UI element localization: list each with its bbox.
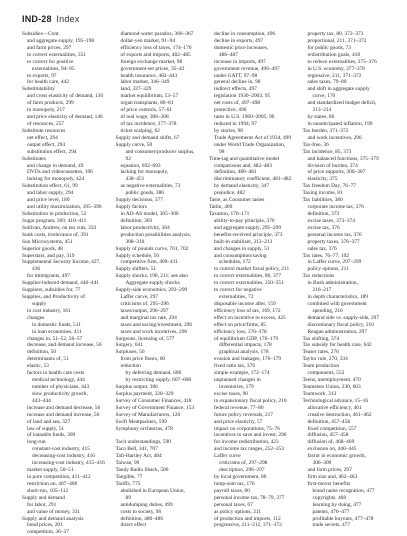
index-entry: costs to society, 96	[120, 508, 162, 515]
index-entry: impact on corporations, 75–76	[214, 425, 280, 432]
index-entry: in expansionary fiscal policy, 210	[214, 397, 287, 404]
index-entry: Tax liabilities, 380	[302, 197, 343, 204]
index-entry: of land and sea, 327	[27, 418, 71, 425]
index-entry: Taft-Hartley Act, 484	[115, 453, 162, 460]
index-entry	[116, 432, 210, 439]
index-entry: efficiency loss of taxes, 174–176	[120, 44, 192, 51]
index-entry: fixed ratio tax, 376	[214, 363, 256, 370]
index-column-4	[302, 31, 397, 529]
index-entry: built-in stabilizer, 212–213	[214, 238, 273, 245]
index-entry: public goods, 386	[125, 190, 164, 197]
index-entry: Supply and demand	[22, 494, 65, 501]
index-entry: reduction	[120, 363, 141, 370]
index-entry: decreasing-cost industry, 416	[32, 453, 95, 460]
index-entry: Taxation, 170–171	[209, 210, 250, 217]
index-entry: long-run	[27, 439, 46, 446]
index-entry: Tandy Radio Shack, 500	[115, 467, 169, 474]
index-entry: externalities, 72	[219, 294, 254, 301]
index-entry: and aggregate supply, 295–299	[214, 224, 282, 231]
index-entry: 89	[125, 494, 131, 501]
index-entry: excise taxes, 373–374	[307, 217, 355, 224]
index-entry: in Laffer curve, 297–299	[307, 259, 362, 266]
index-entry: taxes and work incentives, 296	[120, 328, 188, 335]
index-entry: in depth characteristics, 189	[307, 294, 368, 301]
index-entry: Supplies, and Productivity of	[22, 294, 85, 301]
index-entry: definition, 303	[120, 217, 153, 224]
index-entry: protective, 496	[214, 107, 247, 114]
index-entry: government-set prices, 35–42	[120, 65, 185, 72]
index-entry: property tax, 80, 372–373	[307, 31, 364, 37]
index-entry: elasticity, 375	[307, 176, 338, 183]
index-entry: 98	[219, 148, 225, 155]
index-entry: Teamsters Union, 230, 603	[302, 384, 361, 391]
index-entry: by restricting supply, 607–608	[125, 377, 192, 384]
index-entry: to correct externalities, 80, 377	[214, 273, 282, 280]
index-entry: supply	[32, 300, 47, 307]
index-entry: disposable income after, 159	[214, 300, 276, 307]
index-entry: and shift in aggregate supply	[307, 86, 370, 93]
index-entry: medical technology, 444	[32, 377, 85, 384]
index-entry: for public goods, 73	[307, 44, 351, 51]
index-entry: Supply-side economics, 293–299	[115, 287, 188, 294]
index-entry: exclusion on, 440–445	[307, 446, 357, 453]
index-entry: Surpluses, 56	[115, 349, 145, 356]
index-entry: federal revenue, 77–80	[214, 404, 264, 411]
index-entry: Taylor rule, 270, 334	[302, 356, 348, 363]
index-entry: and farm prices, 297	[27, 44, 72, 51]
index-entry: Surplus output, 306	[115, 384, 158, 391]
index-entry: and utility maximization, 395–396	[27, 204, 102, 211]
index-entry: Survey of Government Finance, 153	[115, 404, 195, 411]
index-entry: of price supports, 306–307	[307, 169, 366, 176]
index-entry: sales tax, 376	[307, 245, 337, 252]
index-entry: legislation 1930–2003, 95	[214, 93, 271, 100]
index-entry: 216–217	[312, 287, 332, 294]
index-entry: Tatlin, 400	[209, 204, 233, 211]
index-entry: net costs of, 497–498	[214, 100, 261, 107]
section-title: Index	[56, 14, 80, 24]
index-entry: allocative efficiency, 461	[307, 404, 362, 411]
index-entry: market supply, 50–51	[27, 467, 74, 474]
index-entry: Tax-free, 36	[302, 141, 329, 148]
index-entry: Swift Meatpackers, 599	[115, 418, 167, 425]
index-entry: in domestic funds, 511	[32, 321, 81, 328]
index-entry: 92	[125, 155, 131, 162]
index-entry: Reagan administration, 297	[307, 328, 367, 335]
index-entry: in unanticipated inflation, 199	[307, 120, 373, 127]
index-entry: Survey of Consumer Finances, 418	[115, 397, 192, 404]
index-entry: Tax incidence, 85, 373	[302, 148, 352, 155]
index-entry: proportional, 211, 371–372	[307, 37, 367, 44]
index-entry: labor productivity, 304	[120, 224, 170, 231]
index-entry: differential impacts, 178	[219, 342, 272, 349]
index-columns	[22, 31, 396, 536]
index-entry: prejudice, 482	[214, 190, 245, 197]
index-entry: in cost industry, 161	[27, 307, 71, 314]
index-entry: trade secrets, 477	[312, 522, 351, 529]
index-column-2	[115, 31, 210, 529]
index-entry: for labor, 291	[27, 501, 57, 508]
index-entry: indirect effects, 497	[214, 86, 257, 93]
index-entry: DVDs and videocassettes, 106	[27, 169, 93, 176]
index-entry: in AD-AS model, 305–306	[120, 210, 179, 217]
index-entry: general decline in, 98	[214, 79, 261, 86]
index-entry: of tax incidence, 377–378	[120, 120, 177, 127]
index-entry: to exports, 97	[27, 72, 57, 79]
index-entry: Teens, unemployment, 470	[302, 377, 361, 384]
index-entry: discretionary fiscal policy, 210	[307, 321, 374, 328]
index-column-3	[209, 31, 303, 529]
index-entry: Superior goods, 48	[22, 245, 63, 252]
index-entry: in Bush administration,	[307, 280, 358, 287]
index-entry: net effect, 294	[27, 134, 58, 141]
index-entry: of resources, 257	[27, 120, 64, 127]
index-entry: payroll taxes, 80	[214, 487, 250, 494]
index-entry: discriminatory coefficient, 481–482	[214, 176, 292, 183]
index-entry: market equilibrium, 53–57	[120, 93, 179, 100]
index-entry: Substitutability	[22, 86, 55, 93]
index-entry: taxes/output, 296–297	[120, 307, 169, 314]
index-entry: Supply curve, 50	[115, 141, 153, 148]
index-entry: Teamwork, 313	[302, 390, 337, 397]
index-entry: Aggregate supply shocks	[125, 280, 180, 287]
index-entry: as policy options, 211	[214, 508, 262, 515]
index-entry: creative destruction, 461–462	[307, 411, 372, 418]
index-entry: fixed competition, 557	[307, 425, 357, 432]
index-entry: and changes in supply, 51	[214, 245, 270, 252]
index-entry: diamond-water paradox, 366–367	[120, 31, 194, 37]
index-entry: reduced in 1994, 97	[214, 120, 257, 127]
index-entry: direct effect	[120, 522, 147, 529]
running-header	[22, 14, 79, 24]
index-entry: in monopoly, 217	[27, 107, 65, 114]
index-entry: benefits-received principle, 373	[214, 231, 283, 238]
index-entry: diffusion of, 468–469	[307, 439, 355, 446]
index-entry: 436	[32, 266, 41, 273]
index-entry: domestic price increases,	[214, 44, 269, 51]
index-entry: decrease, and demand increase, 56	[27, 342, 102, 349]
index-entry: Tangible, 77	[115, 474, 143, 480]
index-entry: number of physicians, 443	[32, 384, 90, 391]
index-entry: for immigrants, 497	[27, 273, 70, 280]
index-entry: and labor supply, 294	[27, 190, 74, 197]
index-entry: criticisms of, 295–296	[120, 300, 169, 307]
index-entry: by states, 80	[307, 114, 335, 121]
index-entry: and balanced functions, 375–379	[307, 155, 379, 162]
index-entry: to control market fiscal policy, 211	[214, 266, 290, 273]
index-entry: of loanable funds, 309	[27, 432, 76, 439]
index-entry: sales taxes, 79–80	[307, 79, 347, 86]
index-entry: to reduce externalities, 375–376	[307, 58, 377, 65]
index-entry: Substitution effect, 61, 99	[22, 183, 78, 190]
index-entry: personal income tax, 78–79, 377	[214, 494, 285, 501]
index-entry: Substitution in production, 52	[22, 210, 87, 217]
index-entry: comparisons and, 482–483	[214, 162, 272, 169]
index-entry: Tax burden, 371–372	[302, 127, 349, 134]
index-entry: Supply of pounds curve, 701, 702	[115, 245, 189, 252]
index-entry: and price level, 180	[27, 197, 70, 204]
index-entry: dollar-yen market, 91–94	[120, 37, 176, 44]
index-entry: Surgeons, licensing of, 577	[115, 335, 175, 342]
index-entry: 443–444	[32, 397, 51, 404]
index-entry: by demand elasticity, 347	[214, 183, 270, 190]
index-entry: changes in, 51–52, 56–57	[27, 335, 83, 342]
index-entry: first-mover benefits	[307, 480, 351, 487]
index-entry: incentives to save and invest, 296	[214, 432, 287, 439]
index-entry: Tax rates, 76–77, 192	[302, 252, 349, 259]
index-entry: definition, 50	[27, 349, 57, 356]
index-entry: graphical analysis, 178	[219, 349, 269, 356]
index-entry: slow productivity growth,	[32, 390, 88, 397]
index-entry: and standardized budget deficit,	[307, 100, 377, 107]
index-entry: in loan economies, 411	[32, 328, 82, 335]
index-entry: government revenue, 496–497	[214, 65, 280, 72]
index-entry: bond prices, 201	[27, 522, 63, 529]
index-entry: to correct for negative	[214, 287, 262, 294]
index-entry: and change in demand, 49	[27, 162, 84, 169]
index-entry: Laffer curve, 297	[120, 294, 158, 301]
index-entry: Supply schedule, 50	[115, 252, 160, 259]
index-entry: and consumption/saving	[214, 252, 267, 259]
index-entry: Supply and demand analysis	[22, 515, 84, 522]
index-entry: personal income tax, 376	[307, 231, 362, 238]
index-entry: and value of money, 331	[27, 508, 81, 515]
index-entry: increase and demand decrease, 56	[27, 404, 101, 411]
index-entry: and aggregate supply, 195–198	[27, 37, 95, 44]
index-entry: definition, 373	[307, 210, 340, 217]
index-entry: Supply decisions, 377	[115, 197, 163, 204]
index-entry: progressive, 211–212, 371–372	[214, 522, 282, 529]
index-entry: of production and imports, 112	[214, 515, 281, 522]
index-entry: excise taxes, 90	[214, 390, 248, 397]
index-entry: property taxes, 376–377	[307, 238, 360, 245]
index-entry: definition, 480–486	[120, 515, 164, 522]
index-entry: and price elasticity of demand, 146	[27, 114, 103, 121]
index-entry: effect on incentive to excess, 425	[214, 314, 286, 321]
index-entry: Sun Microsystems, 451	[22, 238, 73, 245]
index-entry: by deferring demand, 608	[125, 370, 182, 377]
index-entry: and marginal tax rate, 294	[120, 314, 177, 321]
index-entry: regressive, 211, 371–372	[307, 72, 362, 79]
index-entry: Substitute resources	[22, 127, 66, 134]
index-entry: of farm products, 299	[27, 100, 74, 107]
index-entry: efficiency loss, 376–378	[214, 328, 267, 335]
index-entry: learning by doing, 477	[312, 501, 362, 508]
index-entry: and work incentives, 296	[307, 134, 362, 141]
index-entry: increasing-cost industry, 415–416	[32, 460, 105, 467]
index-entry: Surgery, 641	[115, 342, 143, 349]
index-entry: lacking for monopoly, 424	[27, 176, 85, 183]
index-entry: abolished in European Union,	[120, 487, 185, 494]
index-entry: Sugar program, 309, 410–411	[22, 217, 87, 224]
index-entry: Tariffs, 775	[115, 480, 141, 487]
index-entry: brand name recognition, 477	[312, 487, 375, 494]
index-entry: Sunk costs, irrelevance of, 391	[22, 231, 89, 238]
index-entry: definition, 457–458	[307, 418, 351, 425]
index-entry: restriction on, 407–408	[27, 480, 78, 487]
index-entry: Taxing income, 81	[302, 190, 343, 197]
index-entry: description, 296–297	[219, 467, 265, 474]
index-entry: and price elasticity, 57	[214, 418, 263, 425]
index-entry: decline in exports, 497	[214, 37, 264, 44]
index-entry: efficiency loss of tax, 169, 172	[214, 307, 281, 314]
index-entry: effect on price/firms, 85	[214, 321, 266, 328]
index-entry: competitive firm, 409–411	[120, 259, 178, 266]
index-entry: increase in imports, 497	[214, 58, 266, 65]
index-entry: determinants of, 51	[27, 356, 69, 363]
index-entry: Tacit understandings, 590	[115, 439, 171, 446]
index-entry: and income tax ranges, 252–253	[214, 446, 284, 453]
index-entry: criticisms of, 297–298	[219, 460, 268, 467]
index-entry: policy options, 211	[307, 266, 349, 273]
index-entry: firm size and, 462–463	[307, 474, 358, 480]
index-entry: excise tax, 376	[307, 224, 340, 231]
index-entry: changes	[27, 314, 45, 321]
index-entry: externalities, 94–95	[32, 65, 75, 72]
index-column-1	[22, 31, 116, 536]
index-entry: unplanned changes in	[214, 377, 261, 384]
index-entry: simple example, 172–174	[214, 370, 270, 377]
index-entry: spending, 210	[312, 307, 343, 314]
index-entry: Suppliers, subsidies for, 77	[22, 287, 81, 294]
index-entry: ticket scalping, 62	[120, 127, 160, 134]
index-entry: Supply and demand shifts, 67	[115, 134, 180, 141]
page-number: IND-28	[22, 14, 52, 24]
index-entry: division of burden, 374	[307, 162, 358, 169]
index-entry: and consumer/producer surplus,	[125, 148, 195, 155]
index-entry: Supply shifters, 51	[115, 266, 157, 273]
index-entry: Technological advance, 15–16	[302, 397, 369, 404]
index-entry: equation, 692–693	[120, 162, 161, 169]
index-entry: 308–310	[125, 238, 145, 245]
index-entry: ability-to-pay principle, 376	[214, 217, 275, 224]
index-entry: to correct for positive	[27, 58, 74, 65]
index-entry: taxes and saving/investment, 296	[120, 321, 193, 328]
index-entry: components, 553	[307, 370, 345, 377]
index-entry: curve, 176	[312, 93, 336, 100]
index-entry: 213–214	[312, 107, 332, 114]
index-entry: land, 327–329	[120, 86, 152, 93]
index-entry: Tax shifting, 374	[302, 335, 340, 342]
index-entry: demand side vs. supply-side, 297	[307, 314, 380, 321]
index-entry: patents, 476–477	[312, 508, 350, 515]
index-entry: in pure competition, 411–412	[27, 474, 91, 480]
index-entry: 306–309	[312, 460, 332, 467]
index-entry: under World Trade Organization,	[214, 141, 286, 148]
index-entry: as negative externalities, 73	[120, 183, 181, 190]
index-entry: lump-sum tax, 176	[214, 480, 255, 487]
index-entry: Time-lag and quantitative model	[209, 155, 280, 162]
index-entry: to correct externalities, 351	[27, 51, 86, 58]
index-entry: Supply shocks, 190, 211; see also	[115, 273, 188, 280]
index-entry: profitable buyouts, 477–478	[312, 515, 374, 522]
index-entry: for health care, 442	[27, 79, 69, 86]
index-entry: Supply factors	[115, 204, 147, 211]
index-entry: constant-cost industry, 415	[32, 446, 90, 453]
index-entry: competition, 36–37	[27, 529, 69, 536]
index-entry: personal taxes, 67	[214, 501, 253, 508]
index-entry: definition, 480–481	[214, 169, 257, 176]
index-entry: of equilibrium GDP, 176–179	[214, 335, 279, 342]
index-entry: Teaser rates, 276	[302, 349, 339, 356]
index-entry: Taiwan, 99	[115, 460, 140, 467]
index-entry: decline in consumption, 496	[214, 31, 276, 37]
index-entry: and farm prices, 297	[307, 467, 352, 474]
index-entry: combined with government	[307, 300, 367, 307]
index-entry: under GATT, 97–98	[214, 72, 258, 79]
index-entry: Sullivan, Andrew, on tax cuts, 333	[22, 224, 97, 231]
index-entry: diffusion, 457–458	[307, 432, 349, 439]
index-entry: for income redistribution, 423	[214, 439, 279, 446]
index-entry: of real wage, 306–308	[120, 114, 169, 121]
index-entry: lacking for monopoly,	[120, 169, 169, 176]
index-entry: output effect, 294	[27, 141, 66, 148]
index-entry: 486–487	[219, 51, 238, 58]
index-entry: Tax freedom Day, 76–77	[302, 183, 356, 190]
index-entry: labor market, 346–349	[120, 79, 170, 86]
index-entry: antidumping duties, 499	[120, 501, 173, 508]
index-entry: of price controls, 57–61	[120, 107, 172, 114]
index-entry: Tax reductions	[302, 273, 335, 280]
index-entry: substitution effect, 294	[27, 148, 77, 155]
index-entry: evasion and leakages, 176–179	[214, 356, 282, 363]
index-entry: of exports and imports, 482–485	[120, 51, 191, 58]
index-entry: health insurance, 482–443	[120, 72, 178, 79]
index-entry: Superstars, and pay, 319	[22, 252, 75, 259]
index-entry: schedules, 172	[219, 259, 251, 266]
index-entry: increase and demand increase, 56	[27, 411, 100, 418]
index-entry: Substitutes	[22, 155, 46, 162]
index-entry: Subsidies—Cont.	[22, 31, 60, 37]
index-entry: organ transplants, 80–81	[120, 100, 174, 107]
index-entry: corporate income tax, 376	[307, 204, 364, 211]
index-entry: Taste, as Consumer tastes	[209, 197, 265, 204]
index-entry: to correct externalities, 350–351	[214, 280, 284, 287]
index-entry: Tax subsidy for health care, 642	[302, 342, 372, 349]
index-entry: by local government, 80	[214, 474, 267, 480]
index-entry: copyrights, 468	[312, 494, 347, 501]
index-entry: Supplemental Security Income, 427,	[22, 259, 101, 266]
index-entry: from price floors, 60	[120, 356, 166, 363]
index-entry: Supplier-induced demand, 440–441	[22, 280, 99, 287]
index-entry: elastic, 53	[27, 363, 49, 370]
index-entry: Symphony orchestras, 478	[115, 425, 173, 432]
index-entry: Taco Bell, 341, 707	[115, 446, 158, 453]
index-entry: in U.S. economy, 377–378	[307, 65, 365, 72]
index-entry: factor in economic growth,	[307, 453, 366, 460]
index-entry: Surplus payment, 328–329	[115, 390, 174, 397]
index-entry: factors in health care costs	[27, 370, 85, 377]
index-entry: Survey of Manufacturers, 120	[115, 411, 181, 418]
index-entry: law of supply, 51	[27, 425, 65, 432]
index-entry: rates in U.S. 1960–2005, 96	[214, 114, 275, 121]
index-entry: 438–451	[125, 176, 145, 183]
index-entry: Laffer curve	[214, 453, 241, 460]
index-entry: Trade Agreements Act of 1934, 499	[214, 134, 292, 141]
index-entry: Team production	[302, 363, 340, 370]
index-entry: inventories, 179	[219, 384, 254, 391]
index-entry: short-run, 105–112	[27, 487, 69, 494]
index-entry: and cross elasticity of demand, 130	[27, 93, 104, 100]
index-entry: future policy reversals, 217	[214, 411, 273, 418]
index-entry: foreign exchange market, 98	[120, 58, 183, 65]
index-entry: production possibilities analysis,	[120, 231, 192, 238]
index-entry: by stories, 98	[214, 127, 243, 134]
index-entry: redistribution goals, 418	[307, 51, 361, 58]
